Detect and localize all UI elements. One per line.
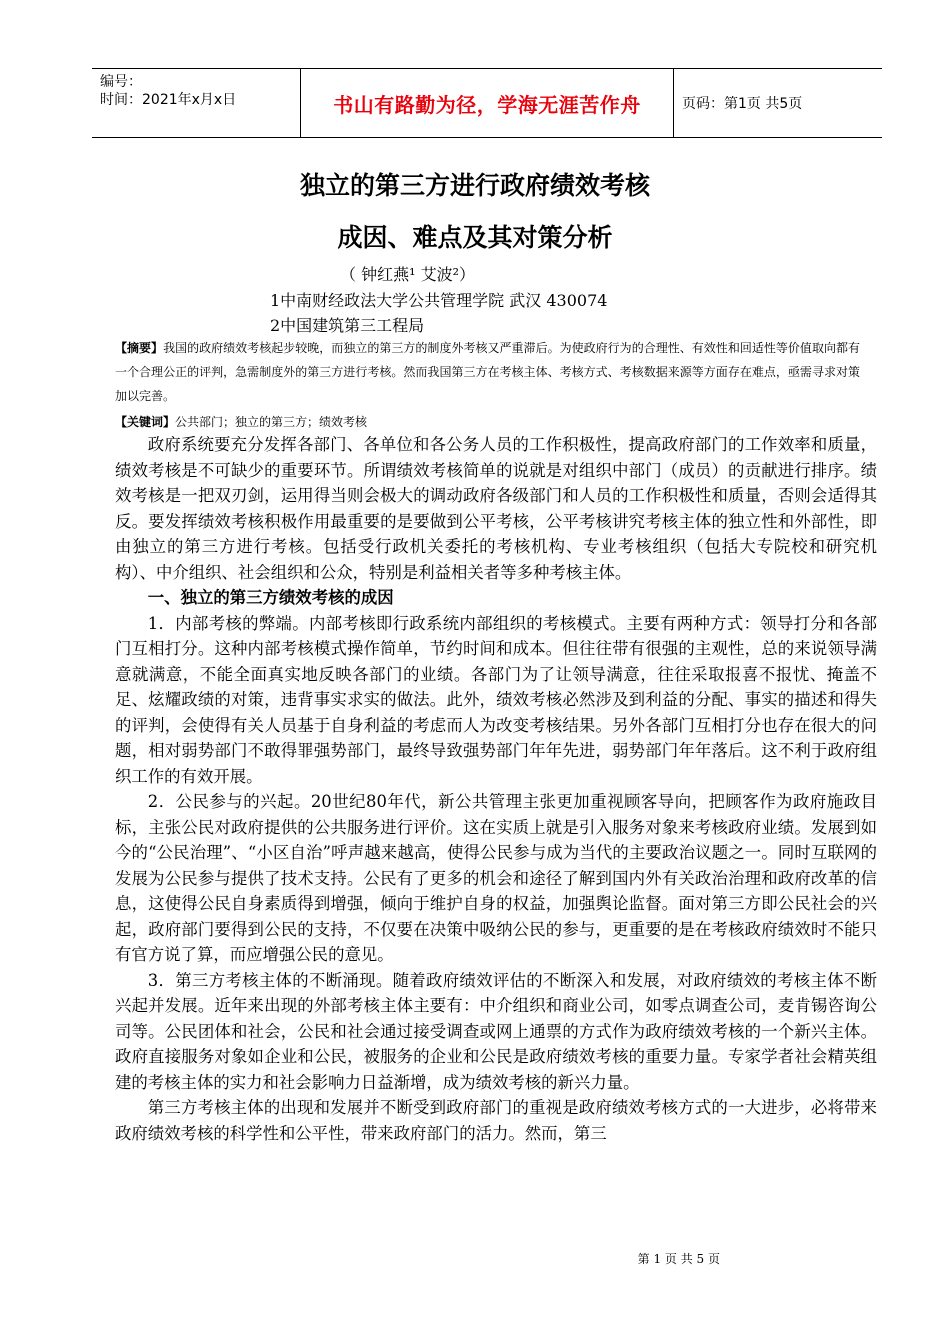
keywords-label: 【关键词】 [115, 415, 176, 429]
main-body [115, 432, 877, 1146]
keywords [115, 410, 860, 434]
authors: （ 钟红燕¹ 艾波²） [340, 265, 476, 284]
paragraph: 1．内部考核的弊端。内部考核即行政系统内部组织的考核模式。主要有两种方式：领导打分和各部门互相打分。这种内部考核模式操作简单，节约时间和成本。但往往带有很强的主观性，总的来说领导满意就满意，不能全面真实地反映各部门的业绩。各部门为了让领导满意，往往采取报喜不报忧、掩盖不足、炫耀政绩的对策，违背事实求实的做法。此外，绩效考核必然涉及到利益的分配、事实的描述和得失的评判，会使得有关人员基于自身利益的考虑而人为改变考核结果。另外各部门互相打分也存在很大的问题，相对弱势部门不敢得罪强势部门，最终导致强势部门年年先进，弱势部门年年落后。这不利于政府组织工作的有效开展。 [115, 613, 877, 786]
title-line-2: 成因、难点及其对策分析 [337, 223, 613, 252]
footer-page-number: 第 1 页 共 5 页 [637, 1252, 720, 1266]
affiliation-2: 2中国建筑第三工程局 [270, 316, 425, 335]
header-meta [92, 69, 300, 137]
section-heading: 一、独立的第三方绩效考核的成因 [147, 588, 394, 607]
paragraph: 2．公民参与的兴起。20世纪80年代，新公共管理主张更加重视顾客导向，把顾客作为政府施政目标，主张公民对政府提供的公共服务进行评价。这在实质上就是引入服务对象来考核政府业绩。发展到如今的“公民治理”、“小区自治”呼声越来越高，使得公民参与成为当代的主要政治议题之一。同时互联网的发展为公民参与提供了技术支持。公民有了更多的机会和途径了解到国内外有关政治治理和政府改革的信息，这使得公民自身素质得到增强，倾向于维护自身的权益，加强舆论监督。面对第三方即公民社会的兴起，政府部门要得到公民的支持，不仅要在决策中吸纳公民的参与，更重要的是在考核政府绩效时不能只有官方说了算，而应增强公民的意见。 [115, 792, 877, 964]
paragraph: 3．第三方考核主体的不断涌现。随着政府绩效评估的不断深入和发展，对政府绩效的考核主体不断兴起并发展。近年来出现的外部考核主体主要有：中介组织和商业公司，如零点调查公司，麦肯锡咨询公司等。公民团体和社会，公民和社会通过接受调查或网上通票的方式作为政府绩效考核的一个新兴主体。政府直接服务对象如企业和公民，被服务的企业和公民是政府绩效考核的重要力量。专家学者社会精英组建的考核主体的实力和社会影响力日益渐增，成为绩效考核的新兴力量。 [115, 970, 877, 1092]
abstract-label: 【摘要】 [115, 341, 164, 355]
abstract [115, 336, 860, 408]
abstract-text: 我国的政府绩效考核起步较晚，而独立的第三方的制度外考核又严重滞后。为使政府行为的合理性、有效性和回适性等价值取向都有一个合理公正的评判，急需制度外的第三方进行考核。然而我国第三方在考核主体、考核方式、考核数据来源等方面存在难点，亟需寻求对策加以完善。 [115, 341, 860, 403]
time-label: 时间：2021年x月x日 [100, 92, 237, 108]
affiliation-1: 1中南财经政法大学公共管理学院 武汉 430074 [270, 291, 608, 310]
header-page-cell [674, 69, 882, 137]
number-label: 编号： [100, 74, 142, 90]
page-footer [0, 1250, 950, 1267]
paragraph: 政府系统要充分发挥各部门、各单位和各公务人员的工作积极性，提高政府部门的工作效率和质量，绩效考核是不可缺少的重要环节。所谓绩效考核简单的说就是对组织中部门（成员）的贡献进行排序。绩效考核是一把双刃剑，运用得当则会极大的调动政府各级部门和人员的工作积极性和质量，否则会适得其反。要发挥绩效考核积极作用最重要的是要做到公平考核，公平考核讲究考核主体的独立性和外部性，即由独立的第三方进行考核。包括受行政机关委托的考核机构、专业考核组织（包括大专院校和研究机构）、中介组织、社会组织和公众，特别是利益相关者等多种考核主体。 [115, 435, 877, 582]
motto: 书山有路勤为径，学海无涯苦作舟 [333, 92, 641, 117]
paragraph: 第三方考核主体的出现和发展并不断受到政府部门的重视是政府绩效考核方式的一大进步，必将带来政府绩效考核的科学性和公平性，带来政府部门的活力。然而，第三 [115, 1098, 877, 1143]
title-line-1: 独立的第三方进行政府绩效考核 [299, 171, 650, 200]
page-header [92, 68, 882, 138]
keywords-text: 公共部门；独立的第三方；绩效考核 [175, 415, 368, 429]
page-label: 页码：第1页 共5页 [682, 96, 803, 112]
header-motto-cell [300, 69, 674, 137]
